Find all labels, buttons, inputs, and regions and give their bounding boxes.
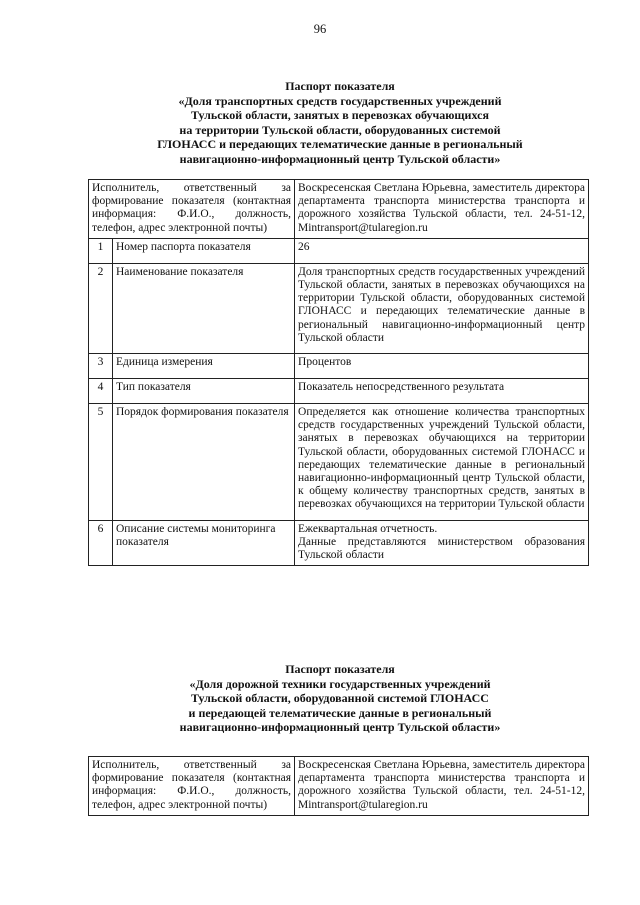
executor-label: Исполнитель, ответственный за формирование показателя (контактная информация: Ф.И.О., должность, телефон, адрес электронной почты)	[89, 757, 295, 816]
row-label: Тип показателя	[113, 379, 295, 404]
title-line: навигационно-информационный центр Тульской области»	[179, 151, 501, 166]
passport-1-title	[70, 79, 610, 167]
table-row	[89, 404, 589, 521]
title-line: навигационно-информационный центр Тульской области»	[179, 720, 501, 735]
row-label: Номер паспорта показателя	[113, 238, 295, 263]
title-line: на территории Тульской области, оборудованных системой	[179, 122, 501, 137]
title-line: Паспорт показателя	[285, 662, 395, 676]
title-line: «Доля транспортных средств государственных учреждений	[178, 93, 502, 108]
table-row	[89, 354, 589, 379]
row-number: 2	[89, 263, 113, 353]
row-label: Порядок формирования показателя	[113, 404, 295, 521]
title-line: Паспорт показателя	[285, 79, 395, 93]
row-label: Описание системы мониторинга показателя	[113, 520, 295, 566]
title-line: Тульской области, оборудованной системой ГЛОНАСС	[191, 691, 489, 706]
monitoring-frequency: Ежеквартальная отчетность.	[298, 522, 438, 535]
row-number: 3	[89, 354, 113, 379]
row-value: Доля транспортных средств государственных учреждений Тульской области, занятых в перевозках обучающихся на территории Тульской области, оборудованных системой ГЛОНАСС и передающих телематические данные в региональный навигационно-информационный центр Тульской области	[295, 263, 589, 353]
table-row	[89, 379, 589, 404]
executor-row	[89, 757, 589, 816]
row-number: 6	[89, 520, 113, 566]
row-value: Процентов	[295, 354, 589, 379]
row-number: 5	[89, 404, 113, 521]
table-row	[89, 263, 589, 353]
executor-row	[89, 180, 589, 239]
table-row	[89, 238, 589, 263]
row-value	[295, 520, 589, 566]
passport-2-table	[88, 756, 589, 816]
executor-value: Воскресенская Светлана Юрьевна, заместитель директора департамента транспорта министерства транспорта и дорожного хозяйства Тульской области, тел. 24-51-12, Mintransport@tularegion.ru	[295, 180, 589, 239]
passport-2-title	[70, 662, 610, 735]
page-number: 96	[313, 22, 327, 36]
row-number: 4	[89, 379, 113, 404]
title-line: «Доля дорожной техники государственных учреждений	[189, 676, 491, 691]
passport-1-table	[88, 179, 589, 566]
executor-value: Воскресенская Светлана Юрьевна, заместитель директора департамента транспорта министерства транспорта и дорожного хозяйства Тульской области, тел. 24-51-12, Mintransport@tularegion.ru	[295, 757, 589, 816]
row-value: 26	[295, 238, 589, 263]
row-label: Наименование показателя	[113, 263, 295, 353]
row-number: 1	[89, 238, 113, 263]
title-line: ГЛОНАСС и передающих телематические данные в региональный	[157, 137, 523, 152]
title-line: Тульской области, занятых в перевозках обучающихся	[191, 108, 489, 123]
title-line: и передающей телематические данные в региональный	[188, 705, 492, 720]
row-value: Показатель непосредственного результата	[295, 379, 589, 404]
executor-label: Исполнитель, ответственный за формирование показателя (контактная информация: Ф.И.О., должность, телефон, адрес электронной почты)	[89, 180, 295, 239]
row-label: Единица измерения	[113, 354, 295, 379]
row-value: Определяется как отношение количества транспортных средств государственных учреждений Тульской области, занятых в перевозках обучающихся на территории Тульской области, оборудованных системой ГЛОНАСС и передающих телематические данные в региональный навигационно-информационный центр Тульской области, к общему количеству транспортных средств, занятых в перевозках обучающихся на территории Тульской области	[295, 404, 589, 521]
monitoring-source: Данные представляются министерством образования Тульской области	[298, 535, 586, 562]
table-row	[89, 520, 589, 566]
